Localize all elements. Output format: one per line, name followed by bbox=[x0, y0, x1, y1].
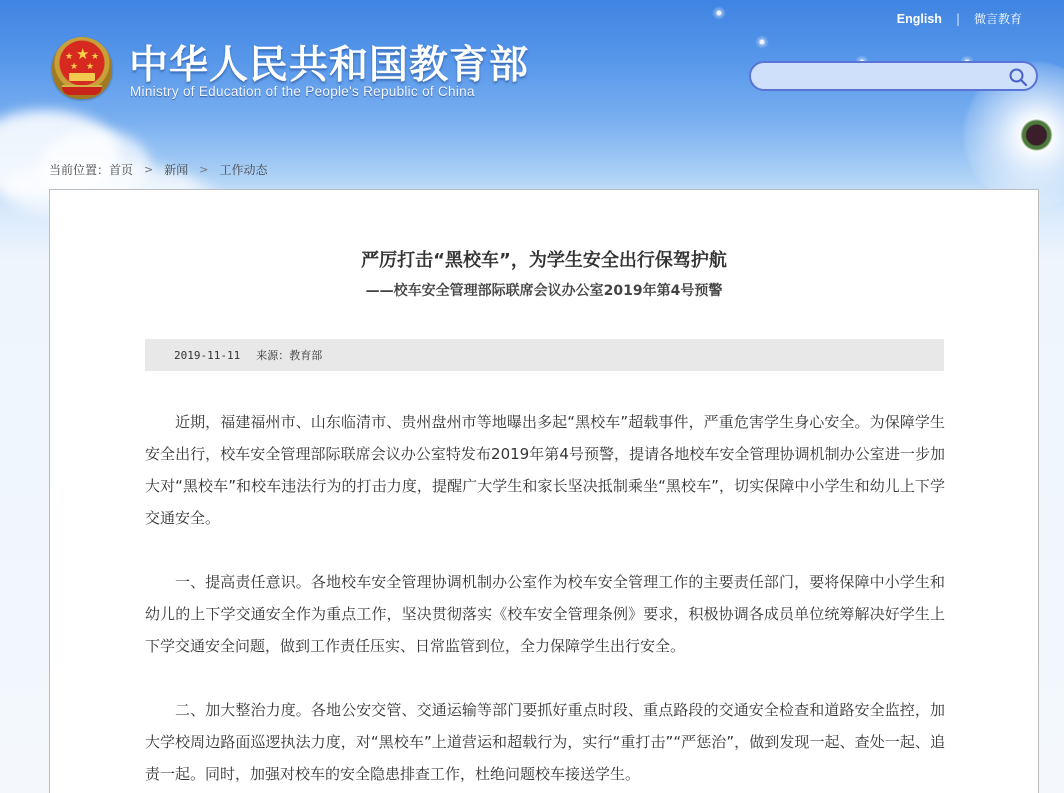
star-icon: ★ bbox=[86, 62, 95, 72]
star-icon: ★ bbox=[65, 52, 74, 62]
star-icon: ★ bbox=[70, 62, 79, 72]
article-date: 2019-11-11 bbox=[174, 348, 241, 362]
article-body bbox=[145, 406, 945, 793]
site-subtitle: Ministry of Education of the People's Republic of China bbox=[130, 84, 475, 99]
link-separator: | bbox=[955, 11, 960, 26]
article-title: 严厉打击“黑校车”，为学生安全出行保驾护航 bbox=[361, 250, 727, 271]
search-input[interactable] bbox=[765, 67, 1005, 87]
national-emblem-logo[interactable] bbox=[52, 37, 112, 99]
chevron-right-icon: > bbox=[199, 163, 209, 176]
breadcrumb-prefix: 当前位置： bbox=[49, 163, 110, 177]
breadcrumb bbox=[49, 161, 268, 178]
article-paragraph: 近期，福建福州市、山东临清市、贵州盘州市等地曝出多起“黑校车”超载事件，严重危害学生身心安全。为保障学生安全出行，校车安全管理部际联席会议办公室特发布2019年第4号预警，提请各地校车安全管理协调机制办公室进一步加大对“黑校车”和校车违法行为的打击力度，提醒广大学生和家长坚决抵制乘坐“黑校车”，切实保障中小学生和幼儿上下学交通安全。 bbox=[145, 413, 945, 527]
site-title[interactable]: 中华人民共和国教育部 bbox=[129, 43, 530, 88]
article-paragraph: 一、提高责任意识。各地校车安全管理协调机制办公室作为校车安全管理工作的主要责任部门，要将保障中小学生和幼儿的上下学交通安全作为重点工作，坚决贯彻落实《校车安全管理条例》要求，积极协调各成员单位统筹解决好学生上下学交通安全问题，做到工作责任压实、日常监管到位，全力保障学生出行安全。 bbox=[145, 573, 945, 655]
breadcrumb-home[interactable]: 首页 bbox=[109, 163, 134, 177]
seed-decoration bbox=[755, 35, 769, 49]
search-icon[interactable] bbox=[1008, 67, 1028, 87]
breadcrumb-news[interactable]: 新闻 bbox=[164, 163, 189, 177]
top-links bbox=[897, 10, 1022, 27]
english-link[interactable]: English bbox=[896, 11, 942, 26]
ribbon-icon bbox=[62, 85, 102, 95]
star-icon: ★ bbox=[91, 52, 100, 62]
chevron-right-icon: > bbox=[144, 163, 154, 176]
tiananmen-gate-icon bbox=[69, 73, 95, 81]
seed-decoration bbox=[712, 6, 726, 20]
article-paragraph: 二、加大整治力度。各地公安交管、交通运输等部门要抓好重点时段、重点路段的交通安全检查和道路安全监控，加大学校周边路面巡逻执法力度，对“黑校车”上道营运和超载行为，实行“重打击”“严惩治”，做到发现一起、查处一起、追责一起。同时，加强对校车的安全隐患排查工作，杜绝问题校车接送学生。 bbox=[145, 701, 945, 783]
breadcrumb-work-updates[interactable]: 工作动态 bbox=[219, 163, 268, 177]
article-panel bbox=[49, 189, 1039, 793]
search-box bbox=[749, 61, 1038, 91]
article-meta-bar bbox=[145, 339, 944, 371]
article-subtitle: ——校车安全管理部际联席会议办公室2019年第4号预警 bbox=[365, 283, 723, 299]
article-source: 来源：教育部 bbox=[256, 349, 323, 362]
weiyan-jiaoyu-link[interactable]: 微言教育 bbox=[973, 12, 1022, 26]
star-icon: ★ bbox=[76, 45, 90, 63]
